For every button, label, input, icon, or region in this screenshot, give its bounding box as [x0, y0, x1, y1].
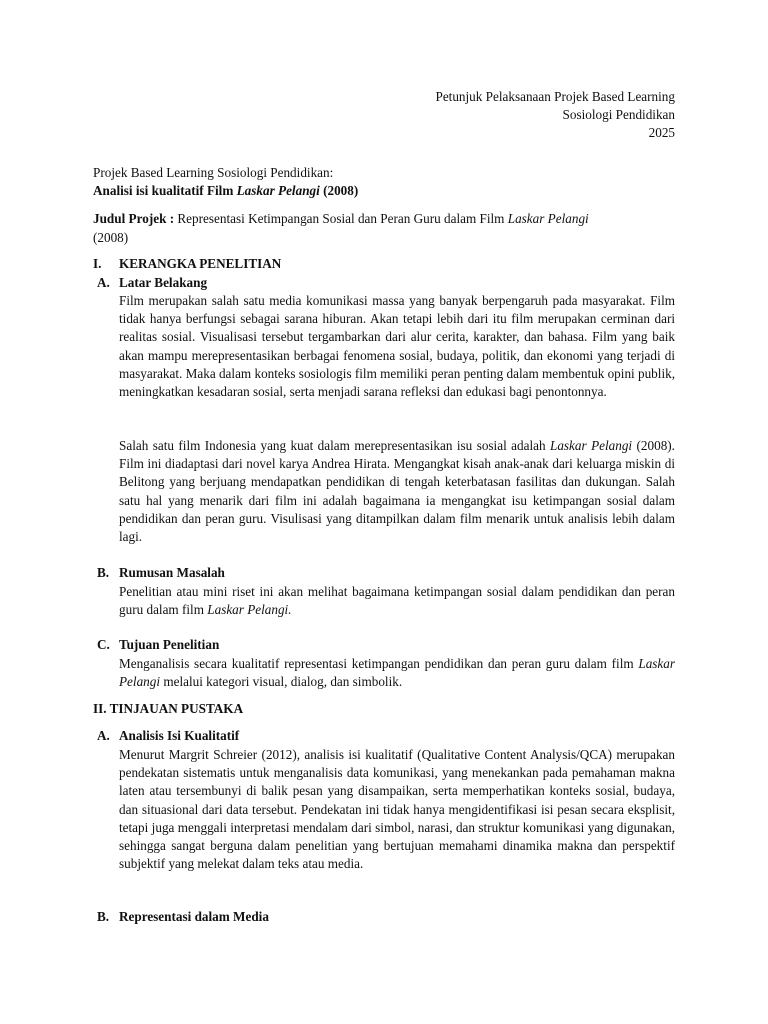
header-title: Petunjuk Pelaksanaan Projek Based Learning: [435, 89, 675, 104]
subsection-1c-heading: Tujuan Penelitian: [119, 637, 220, 652]
subsection-1b-heading: Rumusan Masalah: [119, 565, 225, 580]
section-2-heading: II. TINJAUAN PUSTAKA: [93, 701, 244, 716]
section-1-number: I.: [93, 256, 102, 271]
subsection-1a-letter: A.: [97, 275, 110, 290]
qualitative-analysis-paragraph: Menurut Margrit Schreier (2012), analisis isi kualitatif (Qualitative Content Analysis/QCA) merupakan pendekatan sistematis untuk menganalisis data komunikasi, yang menekankan pada pemahaman makna laten atau tersembunyi di balik pesan yang disampaikan, serta memperhatikan konteks sosial, budaya, dan situasional dari data tersebut. Pendekatan ini tidak hanya mengidentifikasi isi pesan secara eksplisit, tetapi juga menggali interpretasi mendalam dari simbol, narasi, dan struktur komunikasi yang digunakan, sehingga sangat berguna dalam penelitian yang bertujuan memahami dinamika makna dan perspektif subjektif yang melekat dalam teks atau media.: [119, 747, 675, 872]
subsection-2b-letter: B.: [97, 909, 110, 924]
problem-statement: Penelitian atau mini riset ini akan melihat bagaimana ketimpangan sosial dalam pendidikan dan peran guru dalam film Laskar Pelangi.: [119, 584, 675, 618]
document-header: [380, 88, 675, 142]
project-title: Judul Projek : Representasi Ketimpangan Sosial dan Peran Guru dalam Film Laskar Pelangi (2008): [93, 211, 589, 245]
background-paragraph-1: Film merupakan salah satu media komunikasi massa yang banyak berpengaruh pada masyarakat. Film tidak hanya berfungsi sebagai sarana hiburan. Akan tetapi lebih dari itu film merupakan cerminan dari realitas sosial. Visualisasi tersebut tergambarkan dari alur cerita, karakter, dan bahasa. Film yang baik akan mampu merepresentasikan berbagai fenomena sosial, budaya, politik, dan ekonomi yang terjadi di masyarakat. Maka dalam konteks sosiologis film memiliki peran penting dalam membentuk opini publik, meningkatkan kesadaran sosial, serta menjadi sarana refleksi dan edukasi bagi penontonnya.: [119, 293, 675, 400]
subsection-2a-heading: Analisis Isi Kualitatif: [119, 728, 240, 743]
document-title: [93, 164, 675, 200]
project-title-label: Judul Projek :: [93, 211, 175, 226]
section-1-heading: KERANGKA PENELITIAN: [119, 256, 282, 271]
subsection-1b-letter: B.: [97, 565, 110, 580]
title-line-2: Analisi isi kualitatif Film Laskar Pelangi (2008): [93, 183, 359, 198]
subsection-2a-letter: A.: [97, 728, 110, 743]
background-paragraph-2: Salah satu film Indonesia yang kuat dalam merepresentasikan isu sosial adalah Laskar Pelangi (2008). Film ini diadaptasi dari novel karya Andrea Hirata. Mengangkat kisah anak-anak dari keluarga miskin di Belitong yang berjuang mendapatkan pendidikan di tengah keterbatasan fasilitas dan dukungan. Salah satu hal yang menarik dari film ini adalah bagaimana ia mengangkat isu ketimpangan sosial dalam pendidikan dan peran guru. Visulisasi yang ditampilkan dalam film menarik untuk analisis lebih dalam lagi.: [119, 438, 675, 545]
header-year: 2025: [648, 125, 675, 140]
subsection-2b-heading: Representasi dalam Media: [119, 909, 269, 924]
header-subject: Sosiologi Pendidikan: [562, 107, 675, 122]
subsection-1c-letter: C.: [97, 637, 110, 652]
subsection-1a-heading: Latar Belakang: [119, 275, 208, 290]
title-line-1: Projek Based Learning Sosiologi Pendidikan:: [93, 165, 334, 180]
research-objective: Menganalisis secara kualitatif representasi ketimpangan pendidikan dan peran guru dalam film Laskar Pelangi melalui kategori visual, dialog, dan simbolik.: [119, 656, 675, 690]
